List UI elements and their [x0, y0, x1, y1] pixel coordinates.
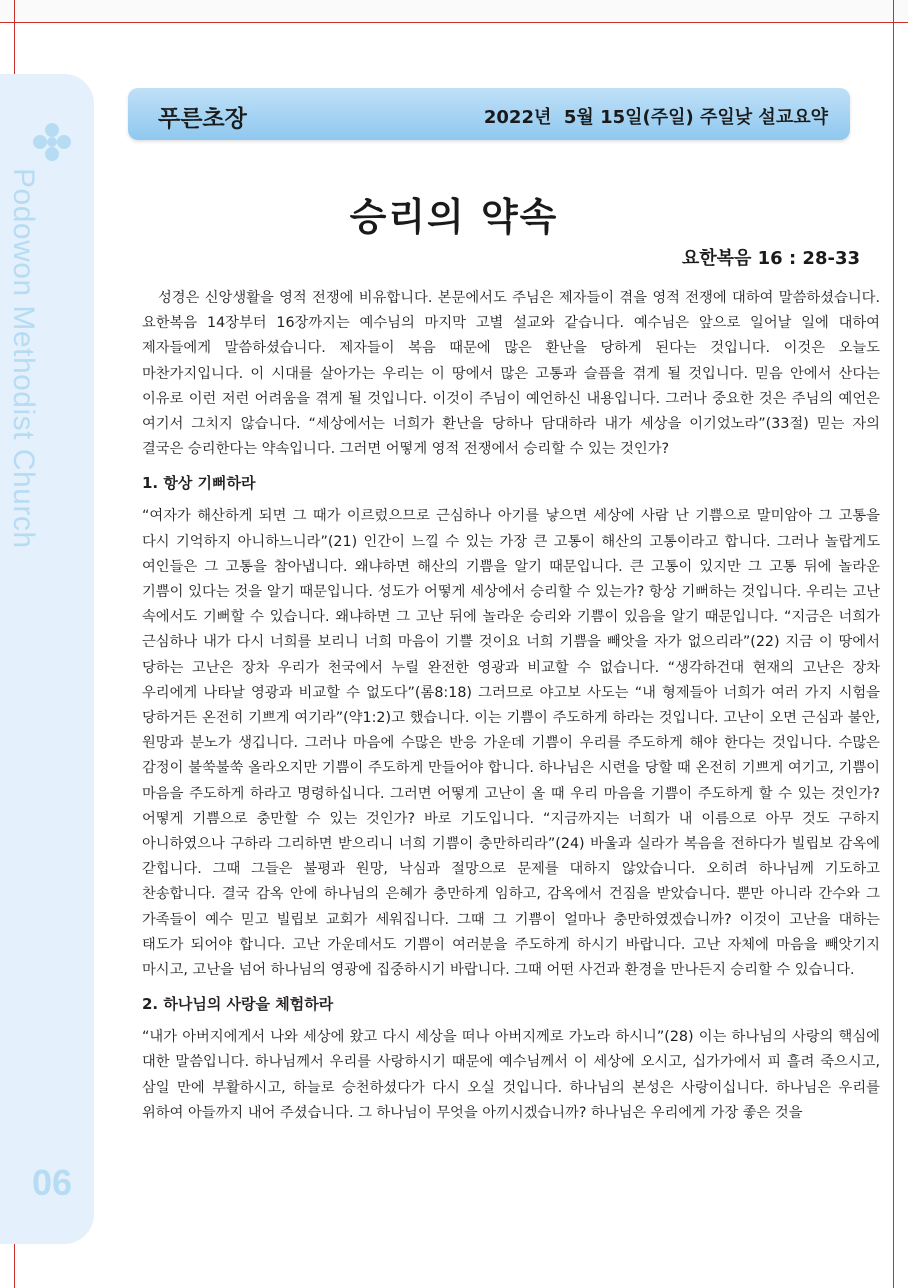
sermon-title: 승리의 약속 — [349, 194, 559, 239]
crop-line-top — [0, 22, 908, 23]
header-bar — [128, 88, 850, 140]
section-heading-1: 1. 항상 기뻐하라 — [142, 474, 256, 493]
sermon-body — [142, 286, 880, 1126]
section-heading-2: 2. 하나님의 사랑을 체험하라 — [142, 995, 334, 1014]
church-name: Podowon Methodist Church — [7, 168, 40, 549]
cross-flower-icon — [32, 122, 72, 162]
sermon-date: 2022년 5월 15일(주일) 주일낮 설교요약 — [483, 107, 828, 128]
intro-paragraph: 성경은 신앙생활을 영적 전쟁에 비유합니다. 본문에서도 주님은 제자들이 겪을 영적 전쟁에 대하여 말씀하셨습니다. 요한복음 14장부터 16장까지는 예수님의 마지막 고별 설교와 같습니다. 예수님은 앞으로 일어날 일에 대하여 제자들에게 말씀하셨습니다. 제자들이 복음 때문에 많은 환난을 당하게 된다는 것입니다. 이것은 오늘도 마찬가지입니다. 이 시대를 살아가는 우리는 이 땅에서 많은 고통과 슬픔을 겪게 될 것입니다. 믿음 안에서 산다는 이유로 이런 저런 어려움을 겪게 될 것입니다. 이것이 주님이 예언하신 내용입니다. 그러나 중요한 것은 주님의 예언은 여기서 그치지 않습니다. “세상에서는 너희가 환난을 당하나 담대하라 내가 세상을 이기었노라”(33절) 믿는 자의 결국은 승리한다는 약속입니다. 그러면 어떻게 영적 전쟁에서 승리할 수 있는 것인가? — [142, 290, 880, 458]
section-title: 푸른초장 — [158, 106, 247, 132]
section-body-1: “여자가 해산하게 되면 그 때가 이르렀으므로 근심하나 아기를 낳으면 세상에 사람 난 기쁨으로 말미암아 그 고통을 다시 기억하지 아니하느니라”(21) 인간이 느낄 수 있는 가장 큰 고통이 해산의 고통이라고 합니다. 그러나 놀랍게도 여인들은 그 고통을 참아냅니다. 왜냐하면 해산의 기쁨을 알기 때문입니다. 큰 고통이 있지만 그 고통 뒤에 놀라운 기쁨이 있다는 것을 알기 때문입니다. 성도가 어떻게 세상에서 승리할 수 있는가? 항상 기뻐하는 것입니다. 우리는 고난 속에서도 기뻐할 수 있습니다. 왜냐하면 그 고난 뒤에 놀라운 승리와 기쁨이 있음을 알기 때문입니다. “지금은 너희가 근심하나 내가 다시 너희를 보리니 너희 마음이 기쁠 것이요 너희 기쁨을 빼앗을 자가 없으리라”(22) 지금 이 땅에서 당하는 고난은 장차 우리가 천국에서 누릴 완전한 영광과 비교할 수 없습니다. “생각하건대 현재의 고난은 장차 우리에게 나타날 영광과 비교할 수 없도다”(롬8:18) 그러므로 야고보 사도는 “내 형제들아 너희가 여러 가지 시험을 당하거든 온전히 기쁘게 여기라”(약1:2)고 했습니다. 이는 기쁨이 주도하게 하라는 것입니다. 고난이 오면 근심과 불안, 원망과 분노가 생깁니다. 그러나 마음에 수많은 반응 가운데 기쁨이 우리를 주도하게 해야 한다는 것입니다. 수많은 감정이 불쑥불쑥 올라오지만 기쁨이 주도하게 만들어야 합니다. 하나님은 시련을 당할 때 온전히 기쁘게 여기고, 기쁨이 마음을 주도하게 하라고 명령하십니다. 그러면 어떻게 고난이 올 때 우리 마음을 기쁨이 주도하게 할 수 있는 것인가? 어떻게 기쁨으로 충만할 수 있는 것인가? 바로 기도입니다. “지금까지는 너희가 내 이름으로 아무 것도 구하지 아니하였으나 구하라 그리하면 받으리니 너희 기쁨이 충만하리라”(24) 바울과 실라가 복음을 전하다가 빌립보 감옥에 갇힙니다. 그때 그들은 불평과 원망, 낙심과 절망으로 문제를 대하지 않았습니다. 오히려 하나님께 기도하고 찬송합니다. 결국 감옥 안에 하나님의 은혜가 충만하게 임하고, 감옥에서 건짐을 받았습니다. 뿐만 아니라 간수와 그 가족들이 예수 믿고 빌립보 교회가 세워집니다. 그때 그 기쁨이 얼마나 충만하였겠습니까? 이것이 고난을 대하는 태도가 되어야 합니다. 고난 가운데서도 기쁨이 여러분을 주도하게 하시기 바랍니다. 고난 자체에 마음을 빼앗기지 마시고, 고난을 넘어 하나님의 영광에 집중하시기 바랍니다. 그때 어떤 사건과 환경을 만나든지 승리할 수 있습니다. — [142, 508, 880, 979]
section-body-2: “내가 아버지에게서 나와 세상에 왔고 다시 세상을 떠나 아버지께로 가노라 하시니”(28) 이는 하나님의 사랑의 핵심에 대한 말씀입니다. 하나님께서 우리를 사랑하시기 때문에 예수님께서 이 세상에 오시고, 십가가에서 피 흘려 죽으시고, 삼일 만에 부활하시고, 하늘로 승천하셨다가 다시 오실 것입니다. 하나님의 본성은 사랑이십니다. 하나님은 우리를 위하여 아들까지 내어 주셨습니다. 그 하나님이 무엇을 아끼시겠습니까? 하나님은 우리에게 가장 좋은 것을 — [142, 1029, 880, 1121]
scripture-reference: 요한복음 16 : 28-33 — [681, 248, 860, 269]
page-top-margin — [0, 0, 908, 22]
page-number: 06 — [32, 1162, 73, 1203]
